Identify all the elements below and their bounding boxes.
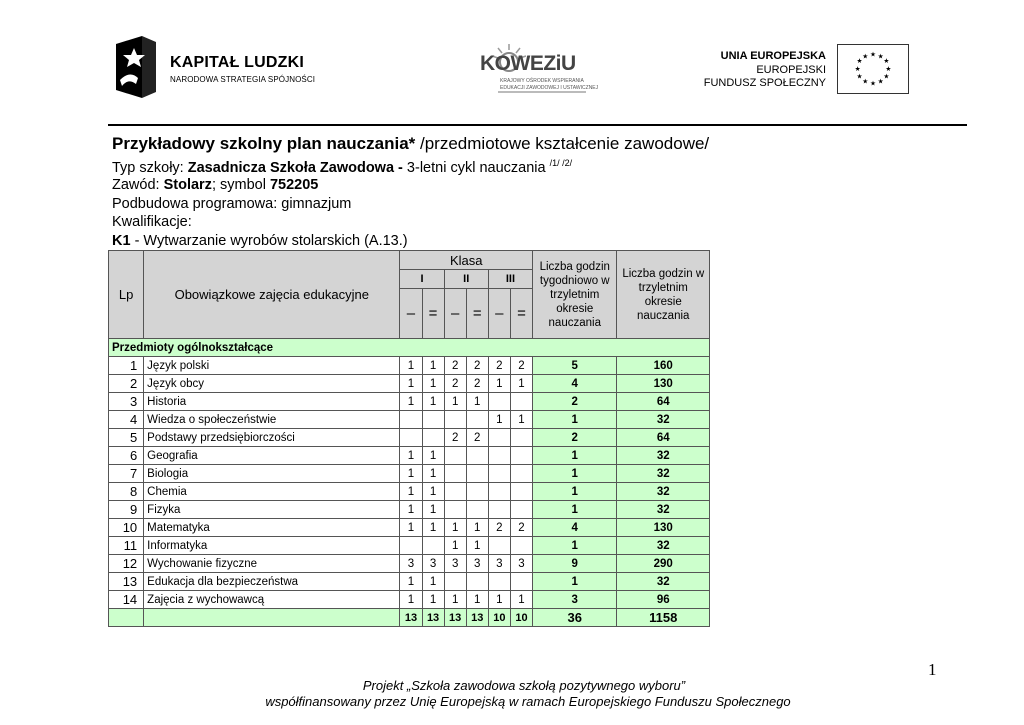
cycle-text: 3-letni cykl nauczania <box>406 160 550 176</box>
row-subject: Podstawy przedsiębiorczości <box>144 429 400 447</box>
row-semester-hours <box>488 429 510 447</box>
row-subject: Geografia <box>144 447 400 465</box>
footnote-refs: /1/ /2/ <box>549 158 573 168</box>
base-line: Podbudowa programowa: gimnazjum <box>112 196 352 212</box>
eu-line3: FUNDUSZ SPOŁECZNY <box>703 77 826 89</box>
table-row <box>109 411 710 429</box>
row-semester-hours <box>444 447 466 465</box>
row-semester-hours <box>510 429 532 447</box>
header-lp: Lp <box>109 251 144 339</box>
table-row <box>109 357 710 375</box>
row-semester-hours: 1 <box>422 447 444 465</box>
row-subject: Zajęcia z wychowawcą <box>144 591 400 609</box>
row-total-hours: 290 <box>617 555 710 573</box>
row-semester-hours <box>466 465 488 483</box>
title-rest: /przedmiotowe kształcenie zawodowe/ <box>415 134 710 153</box>
row-semester-hours <box>466 411 488 429</box>
row-semester-hours: 2 <box>444 429 466 447</box>
school-name: Zasadnicza Szkoła Zawodowa - <box>187 160 407 176</box>
row-semester-hours <box>488 465 510 483</box>
row-total-hours: 32 <box>617 465 710 483</box>
row-lp: 3 <box>109 393 144 411</box>
sum-semester: 10 <box>488 609 510 627</box>
table-row <box>109 447 710 465</box>
table-row <box>109 429 710 447</box>
row-total-hours: 64 <box>617 393 710 411</box>
table-row <box>109 555 710 573</box>
row-lp: 2 <box>109 375 144 393</box>
row-semester-hours <box>444 411 466 429</box>
table-row <box>109 519 710 537</box>
table-row <box>109 483 710 501</box>
row-subject: Wychowanie fizyczne <box>144 555 400 573</box>
row-semester-hours <box>510 537 532 555</box>
row-total-hours: 32 <box>617 573 710 591</box>
row-semester-hours <box>422 411 444 429</box>
header-class-3: III <box>488 270 532 289</box>
row-semester-hours: 2 <box>510 519 532 537</box>
row-semester-hours: 3 <box>444 555 466 573</box>
row-lp: 7 <box>109 465 144 483</box>
page-number: 1 <box>928 660 937 679</box>
row-semester-hours: 2 <box>444 375 466 393</box>
table-row <box>109 501 710 519</box>
row-semester-hours: 2 <box>466 429 488 447</box>
sum-total: 1158 <box>617 609 710 627</box>
profession-line <box>112 177 318 193</box>
row-semester-hours <box>444 465 466 483</box>
row-semester-hours: 1 <box>466 519 488 537</box>
symbol-label: ; symbol <box>211 177 270 193</box>
row-weekly-hours: 1 <box>533 483 617 501</box>
row-semester-hours <box>422 429 444 447</box>
row-lp: 5 <box>109 429 144 447</box>
svg-text:★: ★ <box>883 72 890 81</box>
row-subject: Fizyka <box>144 501 400 519</box>
svg-text:★: ★ <box>869 79 877 88</box>
k1-code: K1 <box>112 233 131 249</box>
semester-mark: = <box>422 289 444 339</box>
eu-flag-icon <box>837 44 909 94</box>
k1-name: - Wytwarzanie wyrobów stolarskich (A.13.) <box>130 233 408 249</box>
row-total-hours: 32 <box>617 537 710 555</box>
semester-mark: – <box>400 289 422 339</box>
row-lp: 8 <box>109 483 144 501</box>
kapital-ludzki-title: KAPITAŁ LUDZKI <box>170 54 305 71</box>
row-weekly-hours: 1 <box>533 465 617 483</box>
row-semester-hours <box>444 483 466 501</box>
row-total-hours: 160 <box>617 357 710 375</box>
row-semester-hours: 1 <box>422 375 444 393</box>
row-semester-hours <box>422 537 444 555</box>
svg-text:★: ★ <box>854 64 861 73</box>
row-semester-hours: 3 <box>466 555 488 573</box>
row-semester-hours: 1 <box>422 357 444 375</box>
row-semester-hours: 1 <box>400 573 422 591</box>
row-total-hours: 130 <box>617 375 710 393</box>
row-semester-hours: 1 <box>488 375 510 393</box>
row-semester-hours <box>466 483 488 501</box>
svg-text:★: ★ <box>885 64 892 73</box>
row-semester-hours: 1 <box>400 465 422 483</box>
row-semester-hours: 1 <box>488 411 510 429</box>
svg-text:★: ★ <box>856 57 863 66</box>
header-subject: Obowiązkowe zajęcia edukacyjne <box>144 251 400 339</box>
footer-line2: współfinansowany przez Unię Europejską w ramach Europejskiego Funduszu Społecznego <box>265 694 791 709</box>
koweziu-logo <box>478 40 598 102</box>
table-row <box>109 375 710 393</box>
sum-semester: 13 <box>400 609 422 627</box>
row-subject: Język polski <box>144 357 400 375</box>
kapital-ludzki-emblem-icon <box>112 34 160 100</box>
row-semester-hours <box>400 537 422 555</box>
row-semester-hours: 2 <box>466 357 488 375</box>
row-semester-hours <box>400 429 422 447</box>
koweziu-sub2: EDUKACJI ZAWODOWEJ I USTAWICZNEJ <box>500 85 599 91</box>
row-semester-hours <box>488 447 510 465</box>
school-label: Typ szkoły: <box>112 160 188 176</box>
row-lp: 11 <box>109 537 144 555</box>
row-semester-hours: 1 <box>488 591 510 609</box>
row-semester-hours: 1 <box>466 537 488 555</box>
row-semester-hours <box>510 393 532 411</box>
svg-text:★: ★ <box>877 77 884 86</box>
row-weekly-hours: 1 <box>533 501 617 519</box>
row-semester-hours: 3 <box>400 555 422 573</box>
row-semester-hours: 1 <box>510 591 532 609</box>
row-lp: 12 <box>109 555 144 573</box>
sum-semester: 13 <box>444 609 466 627</box>
row-total-hours: 64 <box>617 429 710 447</box>
row-subject: Wiedza o społeczeństwie <box>144 411 400 429</box>
title-bold: Przykładowy szkolny plan nauczania* <box>112 134 416 153</box>
row-semester-hours: 1 <box>444 393 466 411</box>
footer-line1: Projekt „Szkoła zawodowa szkołą pozytywnego wyboru” <box>362 678 686 693</box>
row-semester-hours: 2 <box>510 357 532 375</box>
row-semester-hours <box>488 573 510 591</box>
row-semester-hours: 1 <box>422 465 444 483</box>
header-class-2: II <box>444 270 488 289</box>
koweziu-sub1: KRAJOWY OŚRODEK WSPIERANIA <box>500 78 584 84</box>
row-weekly-hours: 1 <box>533 573 617 591</box>
row-semester-hours <box>466 573 488 591</box>
row-semester-hours: 1 <box>400 483 422 501</box>
row-total-hours: 32 <box>617 483 710 501</box>
row-semester-hours: 3 <box>422 555 444 573</box>
school-type-line <box>112 158 572 176</box>
row-weekly-hours: 4 <box>533 375 617 393</box>
sum-semester: 13 <box>422 609 444 627</box>
row-semester-hours: 1 <box>444 537 466 555</box>
row-semester-hours <box>510 447 532 465</box>
svg-text:★: ★ <box>862 77 869 86</box>
k1-line <box>112 233 408 249</box>
row-lp: 4 <box>109 411 144 429</box>
row-semester-hours <box>466 501 488 519</box>
row-lp: 10 <box>109 519 144 537</box>
sum-semester: 10 <box>510 609 532 627</box>
semester-mark: – <box>444 289 466 339</box>
row-subject: Informatyka <box>144 537 400 555</box>
row-semester-hours: 2 <box>444 357 466 375</box>
header-weekly: Liczba godzin tygodniowo w trzyletnim okresie nauczania <box>533 251 617 339</box>
row-semester-hours: 1 <box>466 393 488 411</box>
row-semester-hours <box>488 501 510 519</box>
row-weekly-hours: 1 <box>533 411 617 429</box>
table-row <box>109 537 710 555</box>
row-semester-hours <box>466 447 488 465</box>
row-weekly-hours: 1 <box>533 447 617 465</box>
symbol-value: 752205 <box>269 177 319 193</box>
eu-line2: EUROPEJSKI <box>756 64 826 76</box>
row-weekly-hours: 1 <box>533 537 617 555</box>
row-semester-hours <box>488 483 510 501</box>
row-subject: Język obcy <box>144 375 400 393</box>
svg-text:★: ★ <box>883 57 890 66</box>
row-semester-hours: 1 <box>400 591 422 609</box>
curriculum-table <box>108 250 710 627</box>
row-semester-hours: 1 <box>422 501 444 519</box>
svg-text:★: ★ <box>869 50 877 59</box>
row-subject: Biologia <box>144 465 400 483</box>
table-row <box>109 393 710 411</box>
eu-line1: UNIA EUROPEJSKA <box>720 50 826 62</box>
page-title <box>112 134 709 154</box>
semester-mark: – <box>488 289 510 339</box>
row-semester-hours: 1 <box>444 519 466 537</box>
row-semester-hours <box>444 573 466 591</box>
row-lp: 14 <box>109 591 144 609</box>
row-semester-hours: 1 <box>400 357 422 375</box>
row-semester-hours: 2 <box>488 519 510 537</box>
row-semester-hours: 1 <box>422 519 444 537</box>
svg-text:★: ★ <box>856 72 863 81</box>
header-class-1: I <box>400 270 444 289</box>
row-semester-hours <box>400 411 422 429</box>
row-subject: Historia <box>144 393 400 411</box>
row-subject: Matematyka <box>144 519 400 537</box>
table-row <box>109 591 710 609</box>
row-total-hours: 130 <box>617 519 710 537</box>
row-lp: 1 <box>109 357 144 375</box>
row-weekly-hours: 2 <box>533 429 617 447</box>
row-semester-hours <box>510 573 532 591</box>
row-lp: 9 <box>109 501 144 519</box>
row-semester-hours: 2 <box>466 375 488 393</box>
row-semester-hours: 1 <box>400 393 422 411</box>
row-semester-hours: 1 <box>400 375 422 393</box>
row-semester-hours: 1 <box>400 501 422 519</box>
profession-name: Stolarz <box>163 177 212 193</box>
row-semester-hours: 1 <box>510 375 532 393</box>
row-weekly-hours: 2 <box>533 393 617 411</box>
svg-text:★: ★ <box>862 52 869 61</box>
row-semester-hours <box>488 537 510 555</box>
table-row <box>109 573 710 591</box>
semester-mark: = <box>510 289 532 339</box>
eu-logo <box>700 44 912 96</box>
kapital-ludzki-subtitle: NARODOWA STRATEGIA SPÓJNOŚCI <box>170 75 316 84</box>
sum-row <box>109 609 710 627</box>
row-subject: Chemia <box>144 483 400 501</box>
row-semester-hours: 1 <box>400 519 422 537</box>
row-total-hours: 32 <box>617 501 710 519</box>
row-semester-hours: 1 <box>422 393 444 411</box>
qualifications-label: Kwalifikacje: <box>112 214 192 230</box>
row-semester-hours: 1 <box>422 483 444 501</box>
header-total: Liczba godzin w trzyletnim okresie nauczania <box>617 251 710 339</box>
profession-label: Zawód: <box>112 177 164 193</box>
row-semester-hours: 1 <box>422 591 444 609</box>
table-row <box>109 465 710 483</box>
row-semester-hours: 1 <box>510 411 532 429</box>
row-weekly-hours: 3 <box>533 591 617 609</box>
sum-weekly: 36 <box>533 609 617 627</box>
sum-semester: 13 <box>466 609 488 627</box>
row-weekly-hours: 4 <box>533 519 617 537</box>
row-semester-hours <box>510 483 532 501</box>
row-semester-hours: 3 <box>488 555 510 573</box>
row-total-hours: 32 <box>617 411 710 429</box>
semester-mark: = <box>466 289 488 339</box>
kapital-ludzki-logo <box>112 34 322 100</box>
row-subject: Edukacja dla bezpieczeństwa <box>144 573 400 591</box>
row-semester-hours <box>510 501 532 519</box>
row-lp: 13 <box>109 573 144 591</box>
header-klasa: Klasa <box>400 251 533 270</box>
row-semester-hours: 1 <box>422 573 444 591</box>
row-semester-hours: 1 <box>400 447 422 465</box>
koweziu-wordmark: KOWEZiU <box>480 52 576 75</box>
row-total-hours: 32 <box>617 447 710 465</box>
row-semester-hours <box>510 465 532 483</box>
header-divider <box>108 124 967 126</box>
sum-blank <box>109 609 144 627</box>
row-semester-hours: 3 <box>510 555 532 573</box>
row-semester-hours <box>488 393 510 411</box>
row-semester-hours: 2 <box>488 357 510 375</box>
row-semester-hours <box>444 501 466 519</box>
sum-blank <box>144 609 400 627</box>
row-semester-hours: 1 <box>444 591 466 609</box>
row-weekly-hours: 5 <box>533 357 617 375</box>
row-semester-hours: 1 <box>466 591 488 609</box>
svg-text:★: ★ <box>877 52 884 61</box>
section-general-subjects: Przedmioty ogólnokształcące <box>109 339 710 357</box>
row-lp: 6 <box>109 447 144 465</box>
row-total-hours: 96 <box>617 591 710 609</box>
row-weekly-hours: 9 <box>533 555 617 573</box>
